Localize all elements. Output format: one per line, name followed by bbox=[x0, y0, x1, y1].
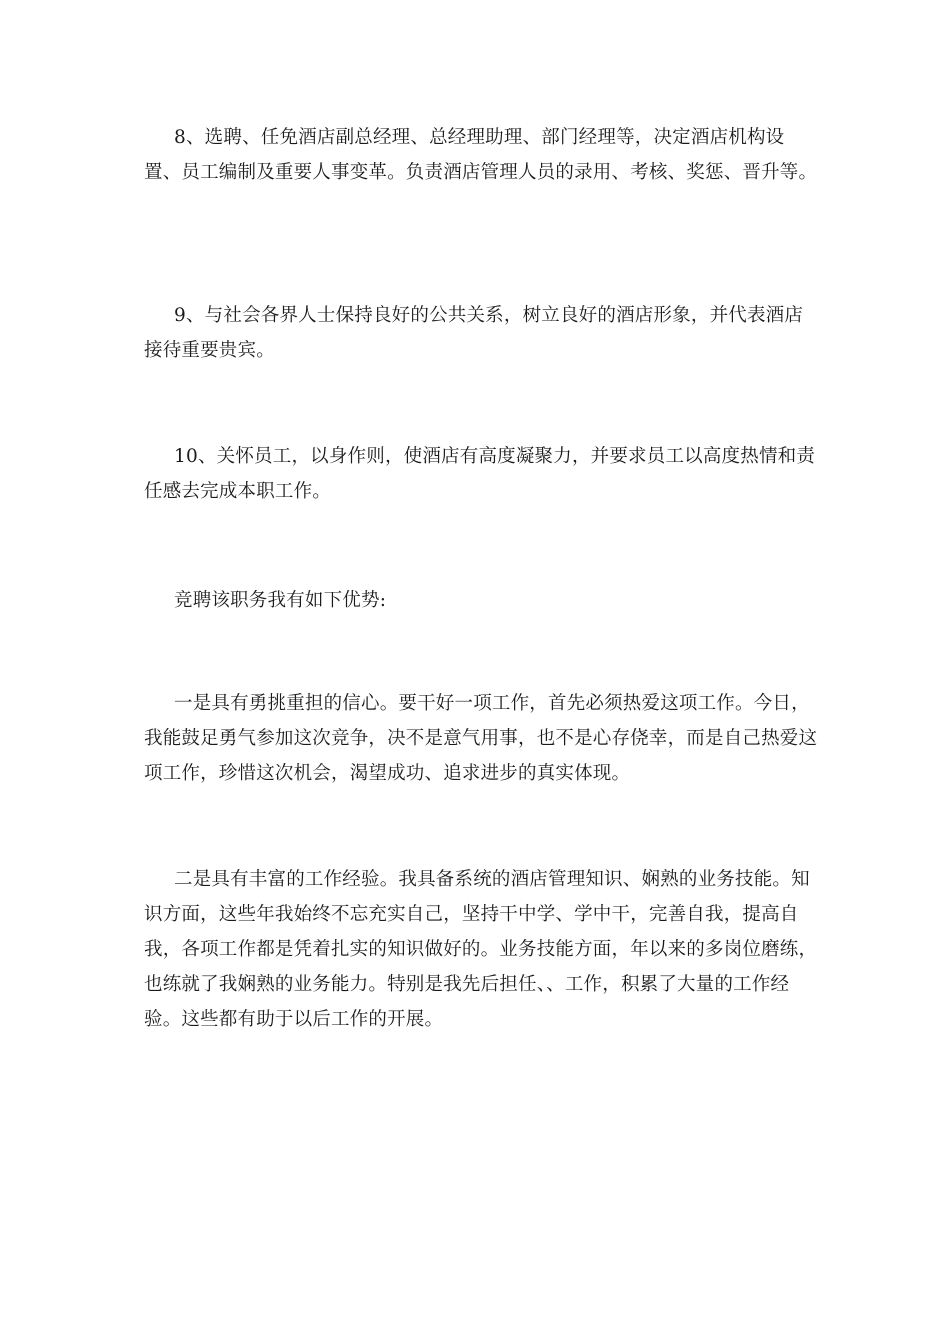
paragraph-item-10: 10、关怀员工，以身作则，使酒店有高度凝聚力，并要求员工以高度热情和责任感去完成本职工作。 bbox=[144, 446, 816, 502]
paragraph-advantages-intro: 竞聘该职务我有如下优势: bbox=[174, 590, 387, 611]
paragraph-advantage-two: 二是具有丰富的工作经验。我具备系统的酒店管理知识、娴熟的业务技能。知识方面，这些年我始终不忘充实自己，坚持干中学、学中干，完善自我，提高自我，各项工作都是凭着扎实的知识做好的。业务技能方面，年以来的多岗位磨练，也练就了我娴熟的业务能力。特别是我先后担任、、工作，积累了大量的工作经验。这些都有助于以后工作的开展。 bbox=[144, 869, 818, 1030]
paragraph-advantage-one: 一是具有勇挑重担的信心。要干好一项工作，首先必须热爱这项工作。今日，我能鼓足勇气参加这次竞争，决不是意气用事，也不是心存侥幸，而是自己热爱这项工作，珍惜这次机会，渴望成功、追求进步的真实体现。 bbox=[144, 693, 818, 784]
paragraph-item-8: 8、选聘、任免酒店副总经理、总经理助理、部门经理等，决定酒店机构设置、员工编制及重要人事变革。负责酒店管理人员的录用、考核、奖惩、晋升等。 bbox=[144, 127, 818, 183]
paragraph-item-9: 9、与社会各界人士保持良好的公共关系，树立良好的酒店形象，并代表酒店接待重要贵宾。 bbox=[144, 305, 804, 361]
